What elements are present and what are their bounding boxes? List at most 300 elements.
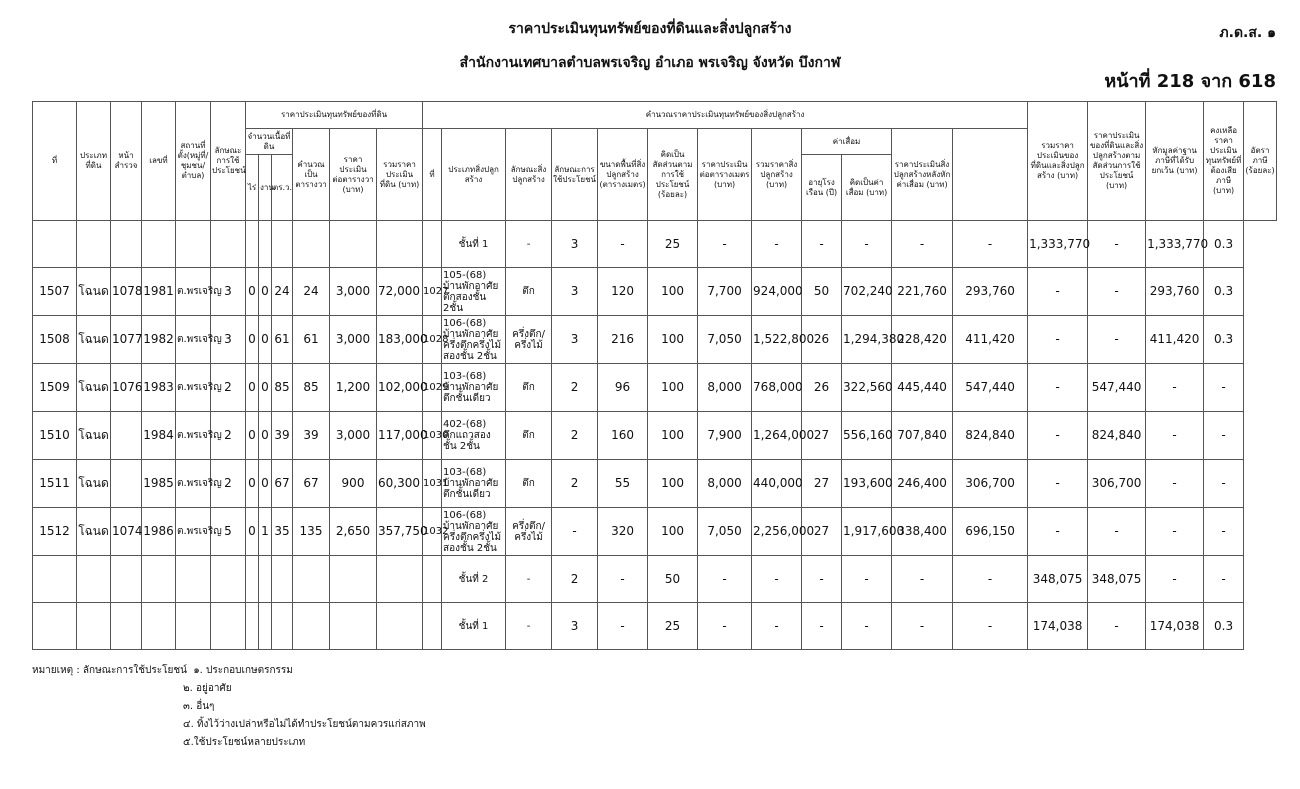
table-cell: 2,256,000: [752, 508, 802, 556]
table-cell: 72,000: [377, 268, 423, 316]
table-cell: -: [598, 556, 648, 603]
table-cell: 1985: [142, 460, 176, 508]
table-cell: -: [953, 603, 1028, 650]
table-cell: โฉนด: [77, 316, 111, 364]
tier-row: [33, 556, 1277, 603]
table-cell: 0.3: [1204, 221, 1244, 268]
table-cell: 27: [802, 508, 842, 556]
table-cell: -: [1146, 364, 1204, 412]
table-cell: 228,420: [892, 316, 953, 364]
table-row: [33, 460, 1277, 508]
table-cell: 27: [802, 460, 842, 508]
table-cell: [377, 603, 423, 650]
table-cell: -: [802, 221, 842, 268]
col-header-building-no: ที่: [423, 129, 442, 221]
table-cell: [77, 603, 111, 650]
table-cell: 306,700: [1088, 460, 1146, 508]
table-cell: 216: [598, 316, 648, 364]
table-cell: [111, 221, 142, 268]
table-cell: 1982: [142, 316, 176, 364]
table-cell: -: [1028, 508, 1088, 556]
table-cell: [111, 412, 142, 460]
table-cell: -: [1088, 603, 1146, 650]
table-cell: [423, 556, 442, 603]
table-cell: 0: [259, 364, 272, 412]
table-cell: 100: [648, 268, 698, 316]
table-cell: 1030: [423, 412, 442, 460]
table-cell: [211, 221, 246, 268]
table-cell: 2: [211, 460, 246, 508]
table-cell: 0: [246, 316, 259, 364]
page-number: หน้าที่ 218 จาก 618: [1104, 71, 1276, 92]
table-cell: [246, 221, 259, 268]
note-item: ๔. ทิ้งไว้ว่างเปล่าหรือไม่ได้ทำประโยชน์ตามควรแก่สภาพ: [183, 719, 426, 730]
col-header-building-type: ประเภทสิ่งปลูกสร้าง: [442, 129, 506, 221]
col-header-deed-type: ประเภทที่ดิน: [77, 102, 111, 221]
table-cell: 1,333,770: [1028, 221, 1088, 268]
table-cell: 1984: [142, 412, 176, 460]
table-cell: 160: [598, 412, 648, 460]
col-header-price-per-sqwa: ราคาประเมินต่อตารางวา (บาท): [330, 129, 377, 221]
col-header-grand-total: รวมราคาประเมินของที่ดินและสิ่งปลูกสร้าง (บาท): [1028, 102, 1088, 221]
col-header-survey-page: หน้าสำรวจ: [111, 102, 142, 221]
table-cell: 0: [246, 412, 259, 460]
table-row: [33, 316, 1277, 364]
table-cell: -: [953, 221, 1028, 268]
table-cell: 50: [648, 556, 698, 603]
table-cell: ตึก: [506, 268, 552, 316]
table-cell: 0.3: [1204, 603, 1244, 650]
table-cell: 55: [598, 460, 648, 508]
table-cell: ต.พรเจริญ: [176, 268, 211, 316]
table-cell: 0: [259, 460, 272, 508]
table-cell: 0: [259, 412, 272, 460]
table-cell: 1512: [33, 508, 77, 556]
table-cell: [211, 603, 246, 650]
table-cell: 0.3: [1204, 268, 1244, 316]
table-cell: 103-(68) บ้านพักอาศัยตึกชั้นเดียว: [442, 364, 506, 412]
table-cell: 1511: [33, 460, 77, 508]
table-cell: 25: [648, 603, 698, 650]
table-cell: 3,000: [330, 412, 377, 460]
table-cell: 2: [211, 412, 246, 460]
table-cell: -: [598, 221, 648, 268]
table-cell: 61: [272, 316, 293, 364]
table-cell: 1507: [33, 268, 77, 316]
table-cell: -: [752, 603, 802, 650]
table-cell: 293,760: [953, 268, 1028, 316]
table-cell: -: [1146, 460, 1204, 508]
table-cell: -: [1204, 364, 1244, 412]
table-cell: 824,840: [1088, 412, 1146, 460]
table-cell: ตึก: [506, 364, 552, 412]
table-cell: [272, 556, 293, 603]
table-cell: 3: [552, 221, 598, 268]
table-cell: 3: [552, 603, 598, 650]
note-item: ๑. ประกอบเกษตรกรรม: [193, 665, 293, 676]
table-cell: [77, 221, 111, 268]
col-header-usage-pct: คิดเป็นสัดส่วนตามการใช้ประโยชน์ (ร้อยละ): [648, 129, 698, 221]
table-cell: 1510: [33, 412, 77, 460]
table-cell: -: [1204, 556, 1244, 603]
table-cell: 7,900: [698, 412, 752, 460]
table-cell: [77, 556, 111, 603]
table-cell: [259, 221, 272, 268]
table-cell: 96: [598, 364, 648, 412]
table-cell: [33, 603, 77, 650]
table-cell: 103-(68) บ้านพักอาศัยตึกชั้นเดียว: [442, 460, 506, 508]
table-cell: 100: [648, 460, 698, 508]
table-cell: 1074: [111, 508, 142, 556]
table-cell: 1,917,600: [842, 508, 892, 556]
table-cell: 67: [272, 460, 293, 508]
table-cell: -: [698, 221, 752, 268]
table-cell: -: [1028, 460, 1088, 508]
table-cell: 696,150: [953, 508, 1028, 556]
table-cell: 1,294,380: [842, 316, 892, 364]
table-cell: -: [598, 603, 648, 650]
col-header-price-per-sqm: ราคาประเมินต่อตารางเมตร (บาท): [698, 129, 752, 221]
table-cell: -: [752, 221, 802, 268]
table-cell: 26: [802, 316, 842, 364]
col-header-no: ที่: [33, 102, 77, 221]
col-header-sqwa: ตร.ว.: [272, 155, 293, 221]
table-cell: 1,333,770: [1146, 221, 1204, 268]
table-cell: -: [698, 603, 752, 650]
table-cell: ต.พรเจริญ: [176, 508, 211, 556]
table-cell: 7,700: [698, 268, 752, 316]
table-cell: [176, 603, 211, 650]
table-cell: -: [1204, 508, 1244, 556]
table-cell: 1509: [33, 364, 77, 412]
table-cell: 1032: [423, 508, 442, 556]
table-cell: 174,038: [1146, 603, 1204, 650]
table-cell: [142, 221, 176, 268]
group-header-land: ราคาประเมินทุนทรัพย์ของที่ดิน: [246, 102, 423, 129]
notes-line-1: [32, 662, 426, 680]
note-item: ๕.ใช้ประโยชน์หลายประเภท: [183, 737, 306, 748]
table-cell: 1983: [142, 364, 176, 412]
table-cell: 924,000: [752, 268, 802, 316]
table-cell: -: [1204, 460, 1244, 508]
table-cell: 1,522,800: [752, 316, 802, 364]
table-cell: 348,075: [1028, 556, 1088, 603]
notes-label: หมายเหตุ : ลักษณะการใช้ประโยชน์: [32, 665, 187, 676]
group-header-depreciation: ค่าเสื่อม: [802, 129, 892, 155]
table-cell: 50: [802, 268, 842, 316]
table-cell: 0: [246, 268, 259, 316]
table-cell: 221,760: [892, 268, 953, 316]
table-cell: -: [842, 221, 892, 268]
table-cell: 1,264,000: [752, 412, 802, 460]
table-cell: 0: [259, 316, 272, 364]
table-cell: 707,840: [892, 412, 953, 460]
table-cell: 0: [259, 268, 272, 316]
table-cell: -: [1028, 268, 1088, 316]
group-header-area: จำนวนเนื้อที่ดิน: [246, 129, 293, 155]
table-cell: ตึก: [506, 460, 552, 508]
table-row: [33, 508, 1277, 556]
table-cell: -: [506, 221, 552, 268]
table-cell: [111, 603, 142, 650]
col-header-age: อายุโรงเรือน (ปี): [802, 155, 842, 221]
table-cell: 1981: [142, 268, 176, 316]
table-cell: โฉนด: [77, 412, 111, 460]
table-cell: 39: [293, 412, 330, 460]
table-cell: -: [1146, 412, 1204, 460]
table-cell: -: [506, 603, 552, 650]
table-cell: 24: [272, 268, 293, 316]
table-cell: 102,000: [377, 364, 423, 412]
table-cell: 26: [802, 364, 842, 412]
col-header-number: เลขที่: [142, 102, 176, 221]
table-cell: ต.พรเจริญ: [176, 364, 211, 412]
table-cell: 120: [598, 268, 648, 316]
table-cell: -: [842, 556, 892, 603]
col-header-deduct: หักมูลค่าฐานภาษีที่ได้รับยกเว้น (บาท): [1146, 102, 1204, 221]
table-cell: 246,400: [892, 460, 953, 508]
table-cell: 25: [648, 221, 698, 268]
table-cell: -: [1028, 316, 1088, 364]
table-cell: [33, 556, 77, 603]
table-cell: ต.พรเจริญ: [176, 460, 211, 508]
table-cell: -: [892, 603, 953, 650]
table-cell: 106-(68) บ้านพักอาศัยครึ่งตึกครึ่งไม้สองชั้น 2ชั้น: [442, 316, 506, 364]
assessment-table: [32, 101, 1277, 650]
table-cell: -: [1146, 556, 1204, 603]
table-cell: 306,700: [953, 460, 1028, 508]
table-cell: [272, 603, 293, 650]
table-cell: 3: [211, 268, 246, 316]
col-header-tax-rate: อัตราภาษี (ร้อยละ): [1244, 102, 1277, 221]
col-header-depreciation-value: คิดเป็นค่าเสื่อม (บาท): [842, 155, 892, 221]
table-cell: [330, 221, 377, 268]
table-cell: 100: [648, 412, 698, 460]
table-cell: 60,300: [377, 460, 423, 508]
table-cell: [259, 556, 272, 603]
table-cell: 2,650: [330, 508, 377, 556]
table-cell: 1027: [423, 268, 442, 316]
table-cell: 193,600: [842, 460, 892, 508]
table-cell: 2: [552, 460, 598, 508]
tier-row: [33, 603, 1277, 650]
table-cell: 106-(68) บ้านพักอาศัยครึ่งตึกครึ่งไม้สองชั้น 2ชั้น: [442, 508, 506, 556]
table-cell: โฉนด: [77, 364, 111, 412]
table-cell: [176, 556, 211, 603]
table-cell: [423, 603, 442, 650]
table-cell: -: [1088, 508, 1146, 556]
report-title: ราคาประเมินทุนทรัพย์ของที่ดินและสิ่งปลูกสร้าง: [508, 21, 792, 37]
table-cell: 3: [552, 316, 598, 364]
table-cell: -: [506, 556, 552, 603]
table-cell: -: [752, 556, 802, 603]
table-cell: [111, 460, 142, 508]
table-cell: 1077: [111, 316, 142, 364]
tier-row: [33, 221, 1277, 268]
table-row: [33, 412, 1277, 460]
table-cell: [142, 603, 176, 650]
table-cell: 440,000: [752, 460, 802, 508]
table-cell: [330, 603, 377, 650]
table-cell: 411,420: [953, 316, 1028, 364]
table-cell: -: [1028, 412, 1088, 460]
table-cell: โฉนด: [77, 268, 111, 316]
table-cell: [293, 221, 330, 268]
col-header-building-usage: ลักษณะการใช้ประโยชน์: [552, 129, 598, 221]
table-cell: โฉนด: [77, 460, 111, 508]
table-cell: [293, 603, 330, 650]
table-cell: 8,000: [698, 460, 752, 508]
table-cell: 3,000: [330, 316, 377, 364]
table-cell: 556,160: [842, 412, 892, 460]
col-header-after-depreciation: ราคาประเมินสิ่งปลูกสร้างหลังหักค่าเสื่อม (บาท): [892, 129, 953, 221]
table-cell: 445,440: [892, 364, 953, 412]
table-cell: 35: [272, 508, 293, 556]
table-cell: ครึ่งตึก/ครึ่งไม้: [506, 316, 552, 364]
table-cell: [33, 221, 77, 268]
table-cell: 1078: [111, 268, 142, 316]
form-code: ภ.ด.ส. ๑: [1219, 25, 1276, 41]
table-cell: 357,750: [377, 508, 423, 556]
table-cell: [259, 603, 272, 650]
col-header-building-total: รวมราคาสิ่งปลูกสร้าง (บาท): [752, 129, 802, 221]
table-cell: 2: [211, 364, 246, 412]
table-cell: [377, 221, 423, 268]
table-row: [33, 364, 1277, 412]
table-cell: 1,200: [330, 364, 377, 412]
table-cell: 1029: [423, 364, 442, 412]
table-cell: -: [1204, 412, 1244, 460]
table-cell: ครึ่งตึก/ครึ่งไม้: [506, 508, 552, 556]
notes: [32, 662, 426, 752]
table-cell: 1: [259, 508, 272, 556]
table-cell: 320: [598, 508, 648, 556]
table-cell: -: [552, 508, 598, 556]
table-cell: ต.พรเจริญ: [176, 412, 211, 460]
table-cell: 322,560: [842, 364, 892, 412]
table-cell: ตึก: [506, 412, 552, 460]
table-cell: ต.พรเจริญ: [176, 316, 211, 364]
table-cell: 2: [552, 556, 598, 603]
table-cell: [293, 556, 330, 603]
table-cell: 8,000: [698, 364, 752, 412]
table-cell: 3,000: [330, 268, 377, 316]
table-cell: [176, 221, 211, 268]
table-cell: 61: [293, 316, 330, 364]
table-cell: 348,075: [1088, 556, 1146, 603]
table-cell: -: [1088, 316, 1146, 364]
table-cell: 174,038: [1028, 603, 1088, 650]
table-cell: [111, 556, 142, 603]
table-cell: 1986: [142, 508, 176, 556]
table-cell: 0: [246, 460, 259, 508]
table-cell: 547,440: [1088, 364, 1146, 412]
col-header-usage: ลักษณะการใช้ประโยชน์: [211, 102, 246, 221]
table-cell: 1508: [33, 316, 77, 364]
col-header-building-kind: ลักษณะสิ่งปลูกสร้าง: [506, 129, 552, 221]
table-cell: [377, 556, 423, 603]
table-cell: -: [1028, 364, 1088, 412]
table-cell: 293,760: [1146, 268, 1204, 316]
table-cell: 100: [648, 316, 698, 364]
table-cell: 183,000: [377, 316, 423, 364]
table-cell: [330, 556, 377, 603]
table-cell: 411,420: [1146, 316, 1204, 364]
table-cell: 900: [330, 460, 377, 508]
table-cell: -: [1146, 508, 1204, 556]
col-header-location: สถานที่ตั้ง(หมู่ที่/ชุมชน/ตำบล): [176, 102, 211, 221]
report-subtitle: สำนักงานเทศบาลตำบลพรเจริญ อำเภอ พรเจริญ จังหวัด บึงกาฬ: [459, 55, 841, 71]
table-cell: 0: [246, 508, 259, 556]
table-cell: 7,050: [698, 508, 752, 556]
table-cell: 1028: [423, 316, 442, 364]
table-cell: 39: [272, 412, 293, 460]
table-cell: ชั้นที่ 1: [442, 221, 506, 268]
table-cell: 100: [648, 508, 698, 556]
table-cell: -: [1088, 221, 1146, 268]
table-cell: 2: [552, 364, 598, 412]
table-cell: [423, 221, 442, 268]
group-header-building: คำนวณราคาประเมินทุนทรัพย์ของสิ่งปลูกสร้าง: [423, 102, 1028, 129]
table-cell: 2: [552, 412, 598, 460]
table-cell: โฉนด: [77, 508, 111, 556]
col-header-land-total: รวมราคาประเมินที่ดิน (บาท): [377, 129, 423, 221]
table-cell: -: [1088, 268, 1146, 316]
table-cell: 702,240: [842, 268, 892, 316]
table-cell: ชั้นที่ 2: [442, 556, 506, 603]
table-cell: 338,400: [892, 508, 953, 556]
table-cell: [246, 603, 259, 650]
col-header-remaining: คงเหลือราคาประเมินทุนทรัพย์ที่ต้องเสียภาษี (บาท): [1204, 102, 1244, 221]
table-cell: 117,000: [377, 412, 423, 460]
table-cell: 24: [293, 268, 330, 316]
table-cell: -: [802, 556, 842, 603]
table-cell: 768,000: [752, 364, 802, 412]
table-cell: -: [892, 221, 953, 268]
table-cell: [142, 556, 176, 603]
table-cell: ชั้นที่ 1: [442, 603, 506, 650]
col-header-calc-sqwa: คำนวณเป็นตารางวา: [293, 129, 330, 221]
table-cell: 1031: [423, 460, 442, 508]
table-cell: -: [802, 603, 842, 650]
table-cell: -: [842, 603, 892, 650]
col-header-rai: ไร่: [246, 155, 259, 221]
note-item: ๒. อยู่อาศัย: [183, 683, 232, 694]
table-cell: -: [953, 556, 1028, 603]
table-cell: 67: [293, 460, 330, 508]
table-cell: 135: [293, 508, 330, 556]
table-cell: 1076: [111, 364, 142, 412]
col-header-building-area: ขนาดพื้นที่สิ่งปลูกสร้าง (ตารางเมตร): [598, 129, 648, 221]
table-cell: [272, 221, 293, 268]
table-cell: 5: [211, 508, 246, 556]
table-cell: 27: [802, 412, 842, 460]
table-row: [33, 268, 1277, 316]
note-item: ๓. อื่นๆ: [183, 701, 215, 712]
table-cell: 824,840: [953, 412, 1028, 460]
table-cell: -: [892, 556, 953, 603]
table-cell: 547,440: [953, 364, 1028, 412]
table-cell: 7,050: [698, 316, 752, 364]
table-cell: 85: [293, 364, 330, 412]
table-cell: 3: [552, 268, 598, 316]
table-cell: 0.3: [1204, 316, 1244, 364]
col-header-by-use: ราคาประเมินของที่ดินและสิ่งปลูกสร้างตามสัดส่วนการใช้ประโยชน์ (บาท): [1088, 102, 1146, 221]
table-cell: 105-(68) บ้านพักอาศัยตึกสองชั้น 2ชั้น: [442, 268, 506, 316]
table-cell: 100: [648, 364, 698, 412]
table-cell: 3: [211, 316, 246, 364]
table-cell: [211, 556, 246, 603]
